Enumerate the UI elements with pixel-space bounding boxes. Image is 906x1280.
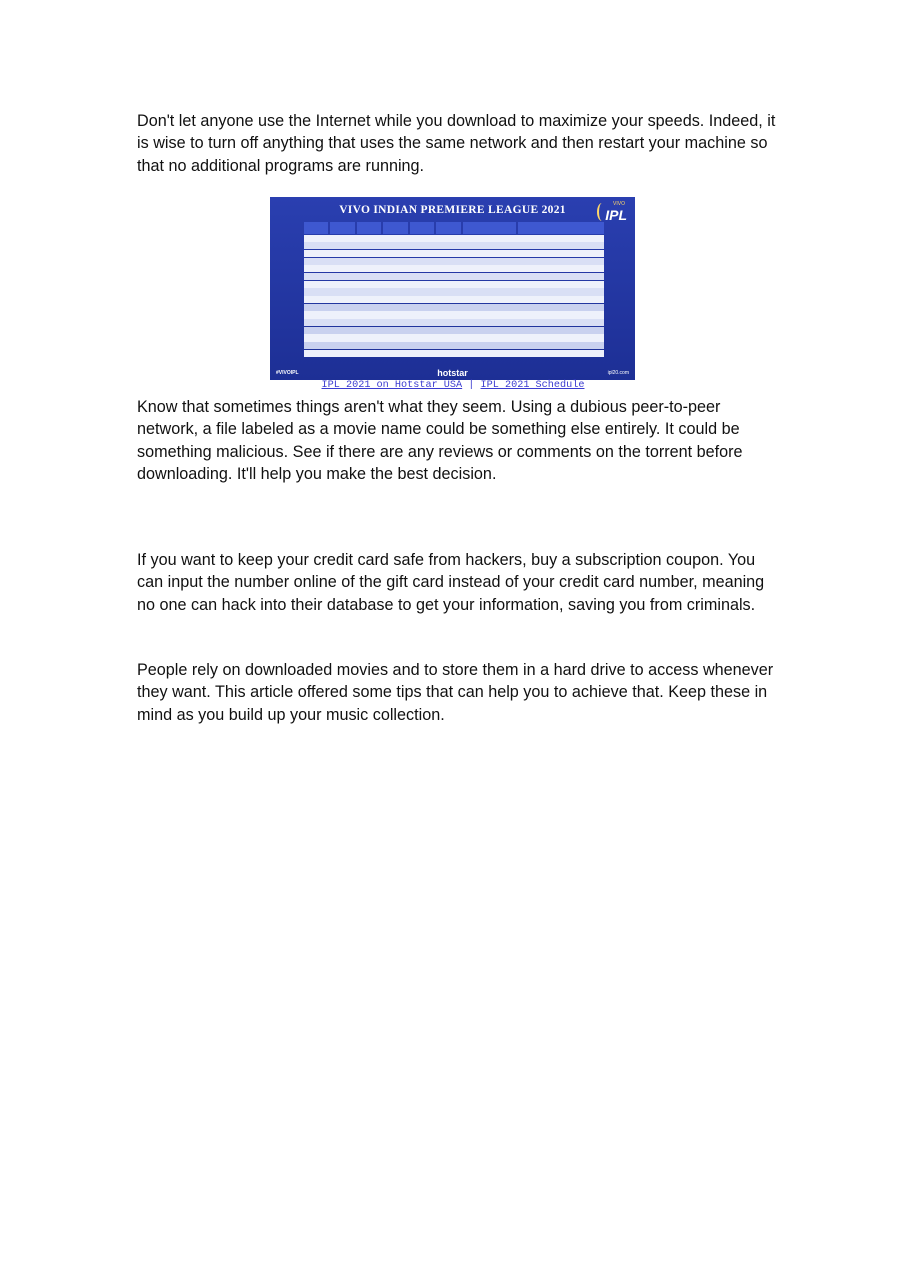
image-title: VIVO INDIAN PREMIERE LEAGUE 2021	[339, 204, 566, 216]
website-label: ipl20.com	[607, 370, 629, 376]
logo-vivo: VIVO	[613, 201, 625, 207]
schedule-row	[304, 296, 604, 303]
ipl-schedule-image	[270, 197, 635, 380]
paragraph-1: Don't let anyone use the Internet while you download to maximize your speeds. Indeed, it is wise to turn off anything that uses the same network and then restart your machine so that no additional programs are running.	[137, 112, 776, 175]
schedule-row	[304, 258, 604, 265]
ipl-schedule-link[interactable]: IPL 2021 Schedule	[480, 380, 585, 391]
schedule-row	[304, 304, 604, 311]
paragraph-4: People rely on downloaded movies and to store them in a hard drive to access whenever they want. This article offered some tips that can help you to achieve that. Keep these in mind as you build up your music collection.	[137, 661, 774, 724]
paragraph-3: If you want to keep your credit card safe from hackers, buy a subscription coupon. You can input the number online of the gift card instead of your credit card number, meaning no one can hack into their database to get your information, saving you from criminals.	[137, 551, 765, 614]
schedule-row	[304, 281, 604, 288]
schedule-row	[304, 319, 604, 326]
schedule-header	[304, 222, 604, 234]
schedule-row	[304, 350, 604, 357]
schedule-table-graphic	[304, 222, 604, 357]
schedule-row	[304, 265, 604, 272]
schedule-row	[304, 327, 604, 334]
schedule-row	[304, 311, 604, 318]
hotstar-logo: hotstar	[437, 368, 468, 378]
schedule-row	[304, 235, 604, 242]
schedule-row	[304, 242, 604, 249]
paragraph-2: Know that sometimes things aren't what they seem. Using a dubious peer-to-peer network, a file labeled as a movie name could be something else entirely. It could be something malicious. See if there are any reviews or comments on the torrent before downloading. It'll help you make the best decision.	[137, 398, 743, 484]
schedule-row	[304, 342, 604, 349]
hotstar-usa-link[interactable]: IPL 2021 on Hotstar USA	[321, 380, 463, 391]
schedule-row	[304, 250, 604, 257]
schedule-row	[304, 334, 604, 341]
schedule-row	[304, 273, 604, 280]
hashtag-label: #VIVOIPL	[276, 370, 299, 376]
image-caption	[0, 380, 906, 391]
caption-separator: |	[468, 380, 475, 391]
logo-ipl: IPL	[605, 207, 627, 223]
schedule-row	[304, 288, 604, 295]
